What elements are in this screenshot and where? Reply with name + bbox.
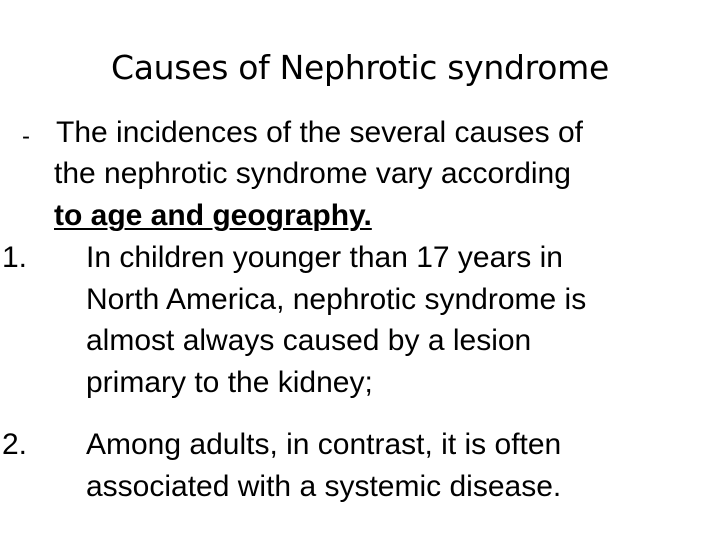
list-item-1-line-2: North America, nephrotic syndrome is bbox=[86, 283, 587, 316]
intro-line-1: The incidences of the several causes of bbox=[56, 116, 583, 149]
list-item-1-line-1: In children younger than 17 years in bbox=[86, 241, 563, 274]
list-item-2-line-2: associated with a systemic disease. bbox=[86, 470, 562, 503]
list-item-2-line-1: Among adults, in contrast, it is often bbox=[86, 428, 562, 461]
list-item-1-line-4: primary to the kidney; bbox=[86, 366, 373, 399]
intro-line-2: the nephrotic syndrome vary according bbox=[54, 157, 571, 190]
slide-title: Causes of Nephrotic syndrome bbox=[111, 48, 609, 87]
list-item-1-line-3: almost always caused by a lesion bbox=[86, 324, 532, 357]
list-item-1-marker: 1. bbox=[2, 241, 28, 274]
intro-dash-marker: - bbox=[22, 123, 30, 150]
intro-emphasis: to age and geography. bbox=[54, 199, 372, 232]
list-item-2-marker: 2. bbox=[2, 428, 28, 461]
